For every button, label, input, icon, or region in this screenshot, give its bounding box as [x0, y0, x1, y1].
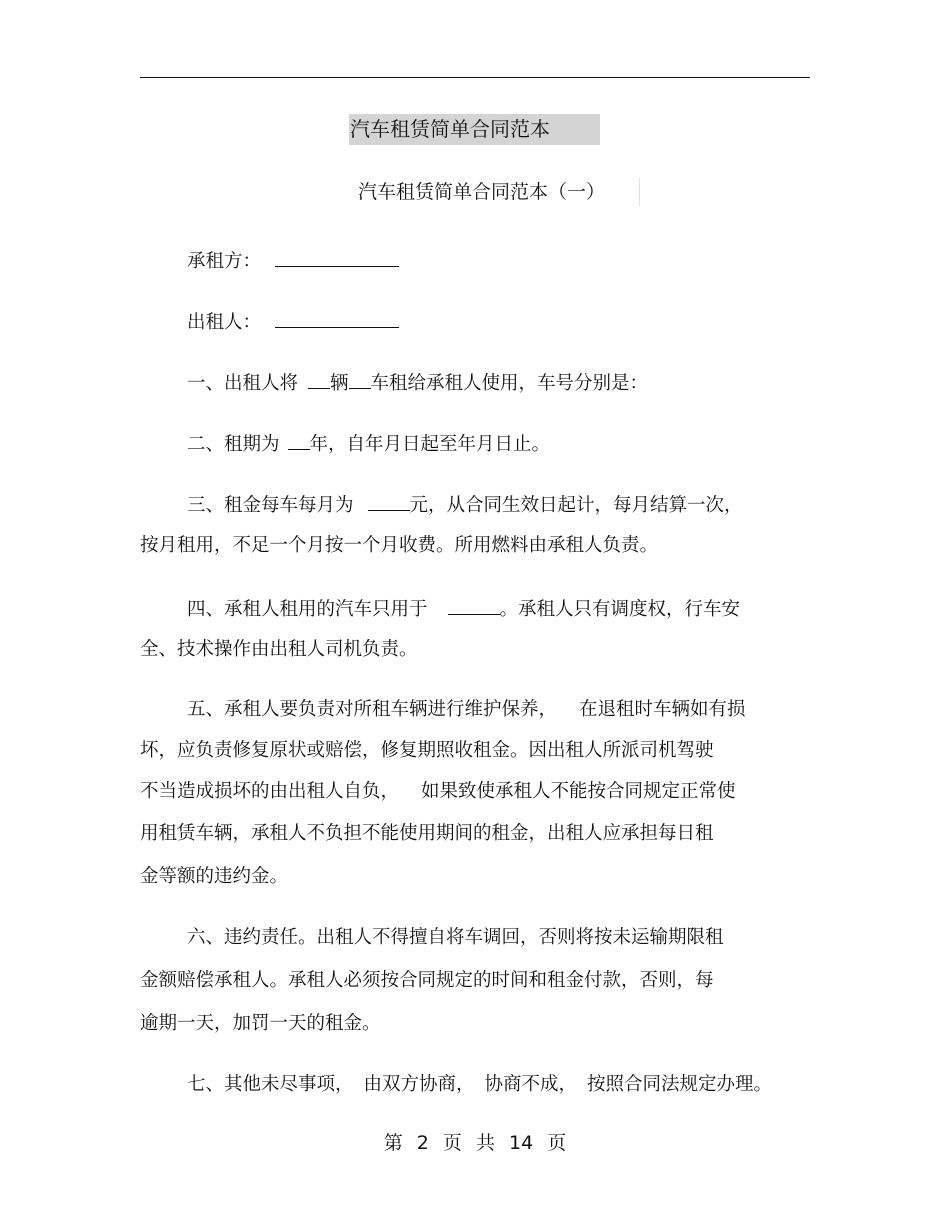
clause-1: [187, 368, 648, 397]
clause-5-text-e: 如果致使承租人不能按合同规定正常使: [421, 781, 736, 802]
clause-5-text-a: 五、承租人要负责对所租车辆进行维护保养，: [187, 699, 558, 720]
clause-4-text-b: 。承租人只有调度权，行车安: [499, 599, 741, 620]
clause-5-line-3: [140, 779, 736, 805]
clause-2-text-b: 年，自年月日起至年月日止。: [309, 434, 551, 455]
document-title: 汽车租赁简单合同范本: [349, 114, 600, 145]
lessee-label: 承租方：: [187, 251, 262, 272]
clause-6-line-3: 逾期一天，加罚一天的租金。: [140, 1013, 381, 1034]
usage-purpose-blank: [448, 594, 500, 615]
clause-7-text-a: 七、其他未尽事项，: [187, 1074, 354, 1095]
clause-7: [187, 1072, 772, 1098]
clause-5-line-4: 用租赁车辆，承租人不负担不能使用期间的租金，出租人应承担每日租: [140, 823, 714, 844]
clause-3-line-1: [187, 490, 743, 519]
clause-2-text-a: 二、租期为: [187, 434, 280, 455]
clause-3-text-a: 三、租金每车每月为: [187, 495, 354, 516]
clause-6-line-1: 六、违约责任。出租人不得擅自将车调回，否则将按未运输期限租: [187, 927, 724, 948]
clause-4-line-2: 全、技术操作由出租人司机负责。: [140, 639, 418, 660]
monthly-rent-blank: [368, 490, 410, 511]
clause-7-text-d: 按照合同法规定办理。: [587, 1074, 773, 1095]
clause-7-text-c: 协商不成，: [484, 1074, 578, 1095]
clause-5-line-1: [187, 697, 746, 723]
lessor-blank: [275, 307, 399, 328]
lessor-label: 出租人：: [187, 312, 262, 333]
clause-5-text-d: 不当造成损坏的由出租人自负，: [140, 781, 400, 802]
lessee-line: [187, 246, 399, 275]
clause-7-text-b: 由双方协商，: [363, 1074, 475, 1095]
page-number: 第 2 页 共 14 页: [383, 1132, 567, 1154]
clause-5-text-b: 在退租时车辆如有损: [579, 699, 746, 720]
lessee-blank: [275, 246, 399, 267]
clause-3-text-b: 元，从合同生效日起计，每月结算一次，: [409, 495, 743, 516]
clause-1-text-c: 车租给承租人使用，车号分别是：: [370, 373, 649, 394]
clause-3-line-2: 按月租用，不足一个月按一个月收费。所用燃料由承租人负责。: [140, 535, 659, 556]
clause-1-text-b: 辆: [330, 373, 349, 394]
header-rule: [140, 77, 810, 78]
clause-6-line-2: 金额赔偿承租人。承租人必须按合同规定的时间和租金付款，否则，每: [140, 970, 714, 991]
vehicle-count-blank: [308, 368, 330, 389]
clause-4-line-1: [187, 594, 740, 623]
clause-5-line-2: 坏，应负责修复原状或赔偿，修复期照收租金。因出租人所派司机驾驶: [140, 740, 714, 761]
term-years-blank: [288, 429, 310, 450]
document-subtitle: 汽车租赁简单合同范本（一）: [358, 178, 640, 206]
clause-4-text-a: 四、承租人租用的汽车只用于: [187, 599, 428, 620]
clause-5-line-5: 金等额的违约金。: [140, 866, 289, 887]
clause-2: [187, 429, 550, 458]
clause-1-text-a: 一、出租人将: [187, 373, 299, 394]
lessor-line: [187, 307, 399, 336]
vehicle-type-blank: [349, 368, 371, 389]
